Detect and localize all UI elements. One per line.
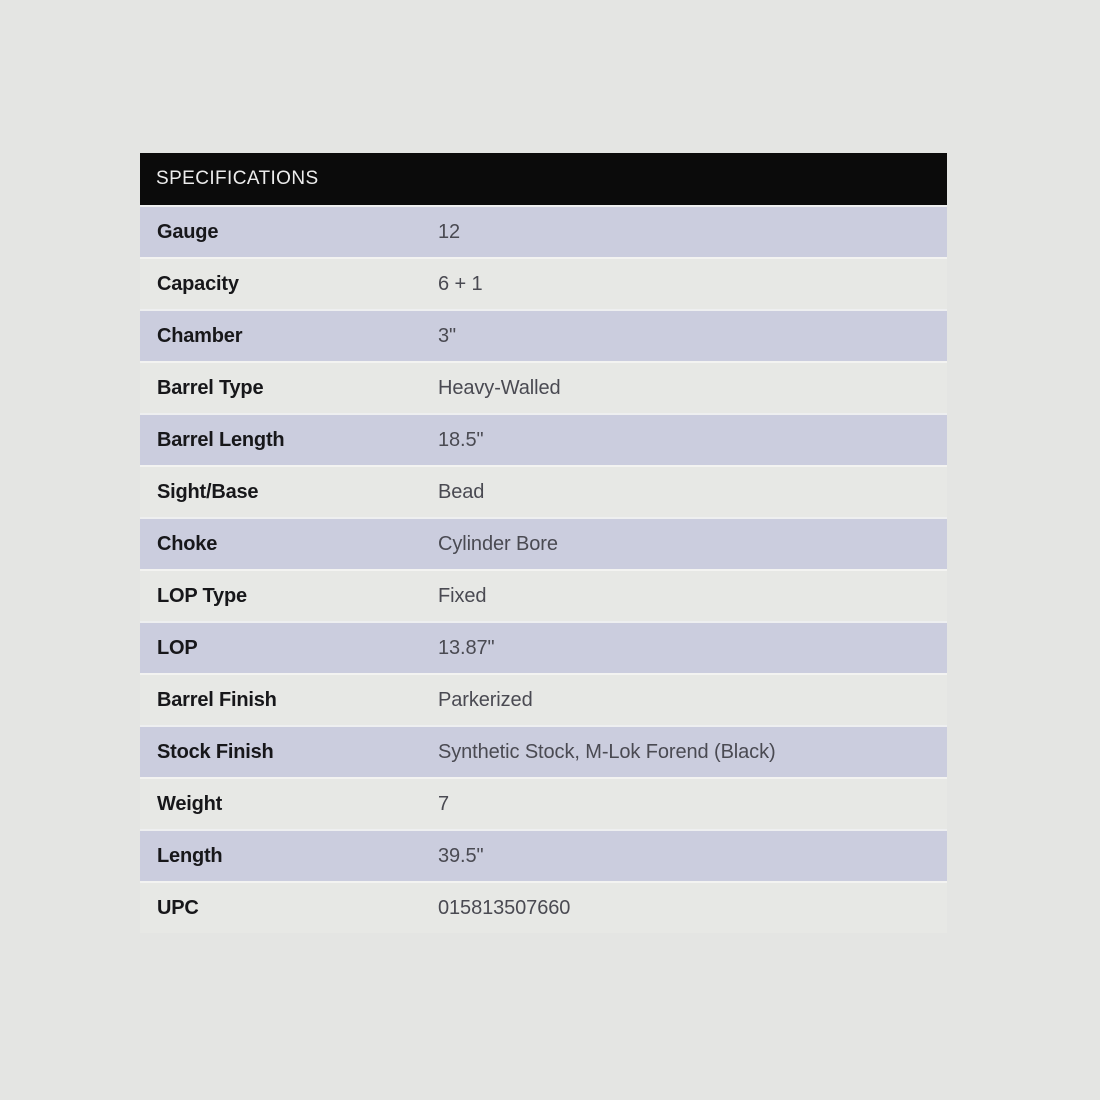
table-row xyxy=(140,621,947,673)
table-row xyxy=(140,465,947,517)
spec-value: Synthetic Stock, M-Lok Forend (Black) xyxy=(438,740,776,763)
spec-label: LOP Type xyxy=(157,584,247,607)
table-row xyxy=(140,881,947,933)
spec-value: 12 xyxy=(438,220,461,243)
spec-label: Chamber xyxy=(157,324,243,347)
spec-value: 3" xyxy=(438,324,457,347)
table-row xyxy=(140,517,947,569)
spec-label: Weight xyxy=(157,792,223,815)
table-row xyxy=(140,413,947,465)
table-row xyxy=(140,829,947,881)
table-row xyxy=(140,309,947,361)
spec-label: Gauge xyxy=(157,220,219,243)
table-row xyxy=(140,673,947,725)
table-row xyxy=(140,569,947,621)
table-row xyxy=(140,205,947,257)
spec-label: Barrel Length xyxy=(157,428,285,451)
spec-label: Choke xyxy=(157,532,218,555)
spec-value: 015813507660 xyxy=(438,896,571,919)
spec-label: Stock Finish xyxy=(157,740,274,763)
specifications-header xyxy=(140,153,947,205)
spec-value: Fixed xyxy=(438,584,487,607)
specifications-table xyxy=(140,153,947,933)
table-row xyxy=(140,361,947,413)
specifications-rows xyxy=(140,205,947,933)
spec-label: Sight/Base xyxy=(157,480,259,503)
spec-value: 7 xyxy=(438,792,450,815)
spec-label: UPC xyxy=(157,896,199,919)
table-row xyxy=(140,725,947,777)
table-row xyxy=(140,777,947,829)
spec-value: Parkerized xyxy=(438,688,533,711)
spec-value: 18.5" xyxy=(438,428,484,451)
spec-value: 39.5" xyxy=(438,844,484,867)
spec-value: 13.87" xyxy=(438,636,495,659)
spec-value: Cylinder Bore xyxy=(438,532,558,555)
spec-label: Barrel Type xyxy=(157,376,264,399)
spec-label: Barrel Finish xyxy=(157,688,277,711)
table-row xyxy=(140,257,947,309)
spec-label: Capacity xyxy=(157,272,239,295)
spec-value: 6 + 1 xyxy=(438,272,483,295)
spec-value: Bead xyxy=(438,480,485,503)
spec-label: LOP xyxy=(157,636,198,659)
specifications-title: SPECIFICATIONS xyxy=(156,168,319,189)
spec-label: Length xyxy=(157,844,223,867)
spec-value: Heavy-Walled xyxy=(438,376,561,399)
